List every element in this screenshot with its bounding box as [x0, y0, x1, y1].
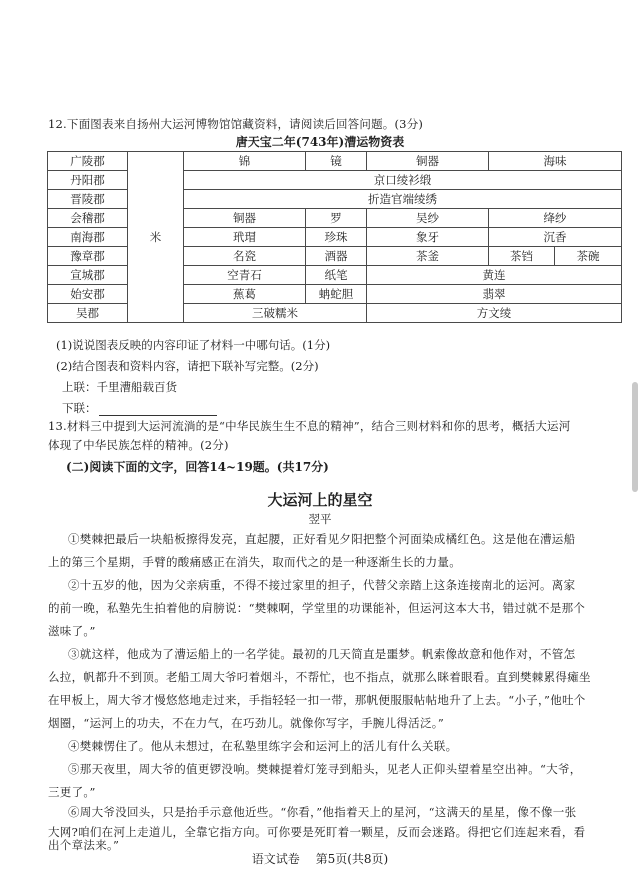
goods-cell: 黄连	[367, 266, 622, 285]
essay-line: ⑥周大爷没回头，只是抬手示意他近些。“你看，”他指着天上的星河，“这满天的星星，像不像一张	[68, 805, 577, 819]
question-12-prompt: 12.下面图表来自扬州大运河博物馆馆藏资料，请阅读后回答问题。(3分)	[48, 117, 424, 131]
region-cell: 会稽郡	[48, 209, 128, 228]
essay-line: 滋味了。”	[48, 624, 96, 638]
goods-cell: 吴纱	[367, 209, 489, 228]
region-cell: 南海郡	[48, 228, 128, 247]
goods-cell: 纸笔	[306, 266, 367, 285]
region-cell: 始安郡	[48, 285, 128, 304]
essay-line: ①樊棘把最后一块船板擦得发亮，直起腰，正好看见夕阳把整个河面染成橘红色。这是他在漕运船	[68, 532, 576, 546]
table-title: 唐天宝二年(743年)漕运物资表	[235, 135, 405, 149]
essay-line: 上的第三个星期，手臂的酸痛感正在消失，取而代之的是一种逐渐生长的力量。	[48, 555, 461, 569]
region-cell: 宣城郡	[48, 266, 128, 285]
essay-line: ③就这样，他成为了漕运船上的一名学徒。最初的几天简直是噩梦。帆索像故意和他作对，不管怎	[68, 647, 576, 661]
region-cell: 豫章郡	[48, 247, 128, 266]
region-cell: 广陵郡	[48, 152, 128, 171]
lower-couplet-label: 下联：	[62, 401, 97, 415]
question-13-line2: 体现了中华民族怎样的精神。(2分)	[48, 438, 229, 452]
table-row	[48, 152, 622, 171]
goods-cell: 沉香	[489, 228, 622, 247]
essay-line: ⑤那天夜里，周大爷的值更锣没响。樊棘提着灯笼寻到船头，见老人正仰头望着星空出神。“大爷，	[68, 762, 582, 776]
essay-line: 大网?咱们在河上走道儿，全靠它指方向。可你要是死盯着一颗星，反而会迷路。得把它们连起来看，看	[48, 825, 586, 839]
scrollbar-thumb[interactable]	[632, 382, 638, 492]
goods-cell: 京口绫衫缎	[184, 171, 622, 190]
region-cell: 丹阳郡	[48, 171, 128, 190]
goods-cell: 茶釜	[367, 247, 489, 266]
goods-cell: 铜器	[367, 152, 489, 171]
goods-cell: 三破糯米	[184, 304, 367, 323]
essay-title: 大运河上的星空	[267, 491, 373, 509]
essay-line: ④樊棘愣住了。他从未想过，在私塾里练字会和运河上的活儿有什么关联。	[68, 739, 458, 753]
goods-cell: 锦	[184, 152, 306, 171]
essay-line: 烟圈，“运河上的功夫，不在力气，在巧劲儿。就像你写字，手腕儿得活泛。”	[48, 716, 445, 730]
goods-cell: 铜器	[184, 209, 306, 228]
answer-blank[interactable]	[99, 403, 217, 416]
goods-cell: 绛纱	[489, 209, 622, 228]
goods-cell: 镜	[306, 152, 367, 171]
goods-cell: 翡翠	[367, 285, 622, 304]
question-12-sub2: (2)结合图表和资料内容，请把下联补写完整。(2分)	[56, 359, 319, 373]
goods-cell: 象牙	[367, 228, 489, 247]
goods-cell: 蕉葛	[184, 285, 306, 304]
goods-cell: 折造官端绫绣	[184, 190, 622, 209]
footer-page-number: 第5页(共8页)	[315, 852, 389, 866]
tribute-table	[47, 151, 622, 323]
question-12-sub1: (1)说说图表反映的内容印证了材料一中哪句话。(1分)	[56, 338, 331, 352]
upper-couplet: 上联：千里漕船载百货	[62, 380, 177, 394]
page-footer	[0, 850, 640, 867]
essay-author: 翌平	[308, 512, 332, 526]
goods-cell: 酒器	[306, 247, 367, 266]
essay-line: 在甲板上，周大爷才慢悠悠地走过来，手指轻轻一扣一带，那帆便服服帖帖地升了上去。“小子，”他吐个	[48, 693, 586, 707]
goods-cell: 蚺蛇胆	[306, 285, 367, 304]
rice-cell: 米	[128, 152, 184, 323]
essay-line: 么拉，帆都升不到顶。老船工周大爷叼着烟斗，不帮忙，也不指点，就那么眯着眼看。直到樊棘累得瘫坐	[48, 670, 591, 684]
question-13-line1: 13.材料三中提到大运河流淌的是“中华民族生生不息的精神”，结合三则材料和你的思考，概括大运河	[48, 419, 571, 433]
lower-couplet-line	[62, 400, 217, 416]
goods-cell: 珍珠	[306, 228, 367, 247]
goods-cell: 罗	[306, 209, 367, 228]
goods-cell: 玳瑁	[184, 228, 306, 247]
essay-line: ②十五岁的他，因为父亲病重，不得不接过家里的担子，代替父亲踏上这条连接南北的运河。离家	[68, 578, 576, 592]
footer-subject: 语文试卷	[251, 852, 300, 866]
goods-cell: 茶铛	[489, 247, 555, 266]
region-cell: 吴郡	[48, 304, 128, 323]
essay-line: 的前一晚，私塾先生拍着他的肩膀说：“樊棘啊，学堂里的功课能补，但运河这本大书，错过就不是那个	[48, 601, 586, 615]
essay-line: 三更了。”	[48, 785, 96, 799]
goods-cell: 茶碗	[555, 247, 622, 266]
goods-cell: 空青石	[184, 266, 306, 285]
region-cell: 晋陵郡	[48, 190, 128, 209]
goods-cell: 方文绫	[367, 304, 622, 323]
essay-line: 出个章法来。”	[48, 838, 120, 852]
goods-cell: 海味	[489, 152, 622, 171]
section-heading: (二)阅读下面的文字，回答14~19题。(共17分)	[66, 460, 329, 474]
goods-cell: 名瓷	[184, 247, 306, 266]
